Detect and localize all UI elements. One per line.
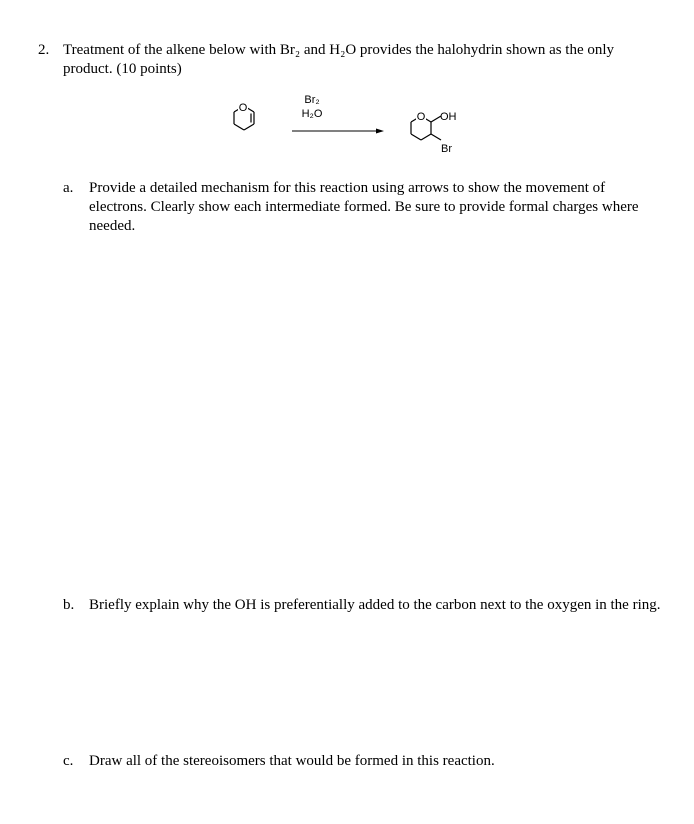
part-a-label: a. xyxy=(63,180,74,196)
part-c-text: Draw all of the stereoisomers that would be formed in this reaction. xyxy=(89,753,495,769)
part-c-label: c. xyxy=(63,753,74,769)
reactant-oxygen-label: O xyxy=(238,102,248,114)
product-hydroxyl-label: OH xyxy=(440,111,457,123)
question-text: Treatment of the alkene below with Br₂ and H₂O provides the halohydrin shown as the only product. (10 points) xyxy=(63,42,615,77)
product-oxygen-label: O xyxy=(416,111,426,123)
reaction-arrow xyxy=(292,129,384,134)
product-bromine-label: Br xyxy=(441,143,452,155)
part-b-text: Briefly explain why the OH is preferentially added to the carbon next to the oxygen in the ring. xyxy=(89,597,661,613)
part-b-label: b. xyxy=(63,597,75,613)
question-number: 2. xyxy=(38,42,50,58)
reaction-scheme xyxy=(220,90,500,170)
reagent-bromine: Br₂ xyxy=(304,94,320,106)
part-a-text: Provide a detailed mechanism for this reaction using arrows to show the movement of electrons. Clearly show each intermediate formed. Be sure to provide formal charges where needed. xyxy=(89,180,639,234)
reagent-water: H₂O xyxy=(301,108,323,120)
